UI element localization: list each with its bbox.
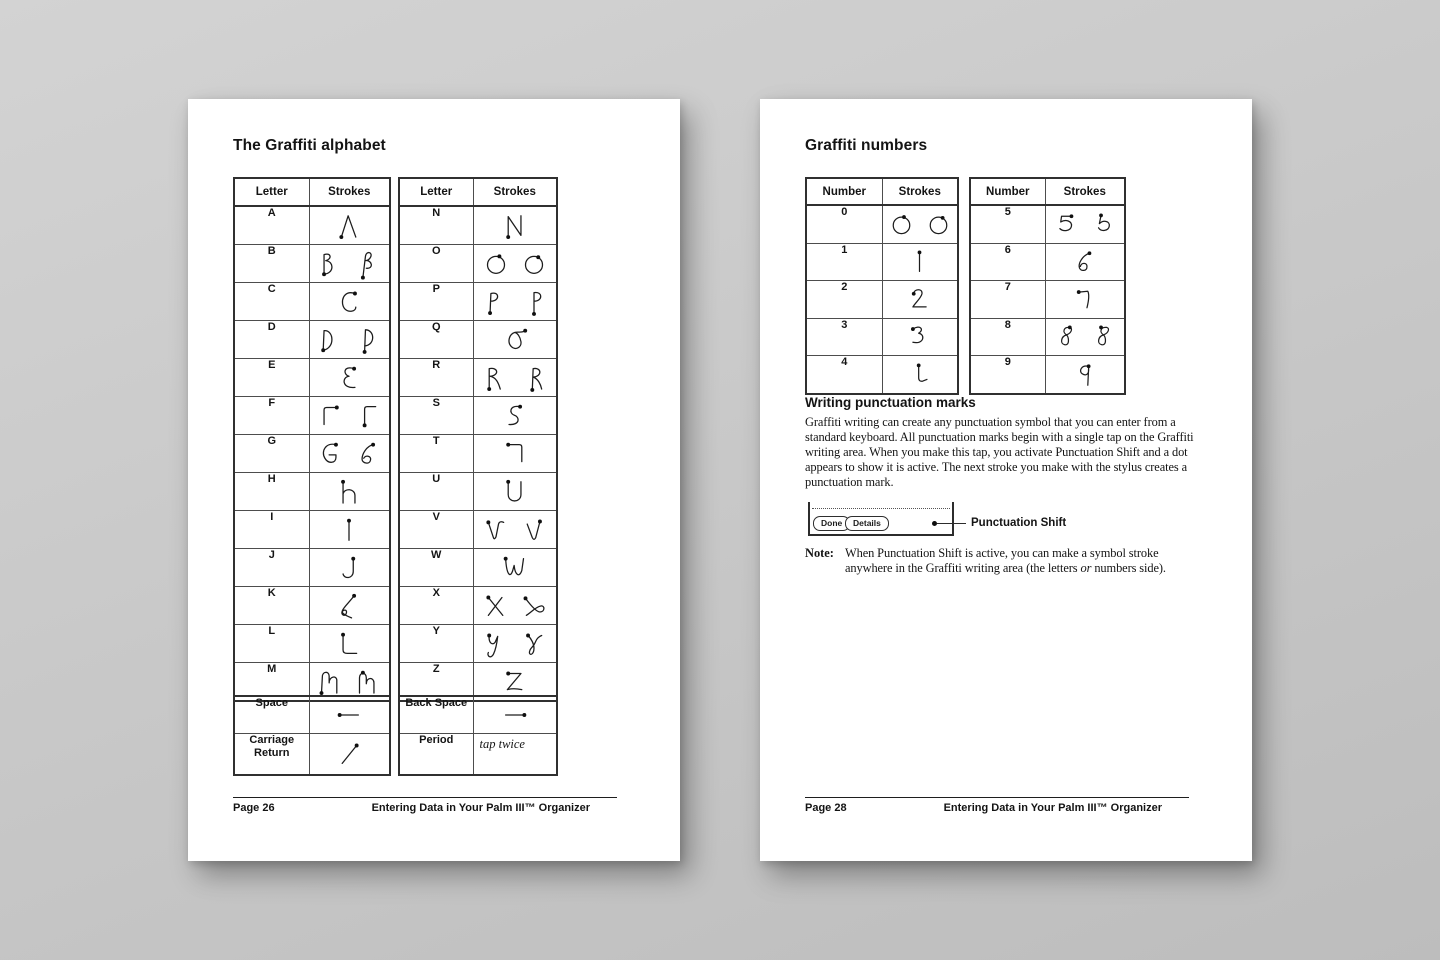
stroke-cell [473, 245, 557, 283]
stroke-glyph-D2-icon [351, 323, 385, 357]
table-row-k [234, 587, 390, 625]
label-cell: H [234, 473, 309, 511]
stroke-glyph-n5b-icon [1087, 208, 1120, 241]
numbers-table-0-4 [805, 177, 959, 395]
label-cell: Q [399, 321, 473, 359]
stroke-glyph-W-icon [498, 551, 532, 585]
label-cell: Back Space [399, 696, 473, 734]
stroke-glyph-R1-icon [479, 361, 513, 395]
table-row-5 [970, 205, 1125, 243]
stroke-cell [1045, 318, 1125, 356]
table-row-u [399, 473, 557, 511]
stroke-glyph-P2-icon [517, 285, 551, 319]
table-row-w [399, 549, 557, 587]
stroke-glyph-V1-icon [479, 513, 513, 547]
stroke-cell [882, 205, 958, 243]
stroke-glyph-M1-icon [313, 665, 347, 699]
stroke-cell [309, 734, 390, 776]
table-row-y [399, 625, 557, 663]
stroke-glyph-space-icon [332, 698, 366, 732]
stroke-glyph-Y2-icon [517, 627, 551, 661]
stroke-cell [309, 283, 390, 321]
stroke-glyph-Y1-icon [479, 627, 513, 661]
stroke-glyph-I-icon [332, 513, 366, 547]
column-header: Strokes [309, 178, 390, 206]
label-cell: X [399, 587, 473, 625]
stroke-cell [1045, 205, 1125, 243]
stroke-cell [309, 397, 390, 435]
stroke-cell [882, 356, 958, 394]
stroke-cell [473, 549, 557, 587]
label-cell: A [234, 206, 309, 245]
stroke-glyph-n4-icon [903, 358, 936, 391]
label-cell: O [399, 245, 473, 283]
stroke-cell [473, 473, 557, 511]
label-cell: S [399, 397, 473, 435]
section-body: Graffiti writing can create any punctuation symbol that you can enter from a standard keyboard. All punctuation marks begin with a single tap on the Graffiti writing area. When you make this tap, you activate Punctuation Shift and a dot appears to show it is active. The next stroke you make with the stylus creates a punctuation mark. [805, 415, 1194, 489]
table-row-x [399, 587, 557, 625]
table-row-a [234, 206, 390, 245]
table-row-t [399, 435, 557, 473]
table-row-c [234, 283, 390, 321]
column-header: Strokes [1045, 178, 1125, 205]
stroke-cell [309, 511, 390, 549]
table-row-h [234, 473, 390, 511]
table-row-d [234, 321, 390, 359]
table-row-2 [806, 281, 958, 319]
stroke-glyph-S-icon [498, 399, 532, 433]
done-button: Done [813, 516, 850, 531]
stroke-cell [473, 397, 557, 435]
stroke-glyph-M2-icon [351, 665, 385, 699]
stroke-glyph-n6-icon [1068, 245, 1101, 278]
label-cell: C [234, 283, 309, 321]
label-cell: 6 [970, 243, 1045, 281]
stroke-cell [1045, 356, 1125, 394]
stroke-glyph-n8b-icon [1087, 320, 1120, 353]
stroke-glyph-B2-icon [351, 247, 385, 281]
alphabet-table-a-m [233, 177, 391, 702]
stroke-cell [309, 473, 390, 511]
note-text [845, 546, 1175, 576]
space-return-table [233, 695, 391, 776]
label-cell: F [234, 397, 309, 435]
palm-dialog-snippet [808, 502, 954, 536]
table-row-space [234, 696, 390, 734]
stroke-glyph-X1-icon [479, 589, 513, 623]
stroke-glyph-n2-icon [903, 283, 936, 316]
punctuation-shift-diagram [808, 502, 1168, 538]
column-header: Strokes [882, 178, 958, 205]
footer-book-title: Entering Data in Your Palm III™ Organizer [371, 802, 590, 814]
stroke-cell [473, 511, 557, 549]
stroke-glyph-n5a-icon [1050, 208, 1083, 241]
stroke-glyph-P1-icon [479, 285, 513, 319]
stroke-glyph-G2-icon [351, 437, 385, 471]
stroke-glyph-Z-icon [498, 665, 532, 699]
stroke-glyph-J-icon [332, 551, 366, 585]
backspace-period-table [398, 695, 558, 776]
label-cell: Y [399, 625, 473, 663]
footer-book-title: Entering Data in Your Palm III™ Organizer [943, 802, 1162, 814]
table-row-p [399, 283, 557, 321]
table-row-1 [806, 243, 958, 281]
label-cell: 5 [970, 205, 1045, 243]
stroke-glyph-U-icon [498, 475, 532, 509]
stroke-glyph-E-icon [332, 361, 366, 395]
label-cell: 7 [970, 281, 1045, 319]
stroke-cell [473, 625, 557, 663]
stroke-glyph-n1-icon [903, 245, 936, 278]
stroke-glyph-G1-icon [313, 437, 347, 471]
label-cell: P [399, 283, 473, 321]
stroke-glyph-n7-icon [1068, 283, 1101, 316]
label-cell: E [234, 359, 309, 397]
stroke-glyph-T-icon [498, 437, 532, 471]
details-button: Details [845, 516, 889, 531]
stroke-cell [1045, 243, 1125, 281]
stroke-cell [309, 359, 390, 397]
footer-page-number: Page 26 [233, 802, 275, 814]
stroke-cell [882, 281, 958, 319]
label-cell: 0 [806, 205, 882, 243]
callout-label: Punctuation Shift [971, 517, 1067, 529]
stroke-glyph-n9-icon [1068, 358, 1101, 391]
table-row-carriage-return [234, 734, 390, 776]
note-label: Note: [805, 546, 834, 560]
column-header: Number [806, 178, 882, 205]
stroke-cell [473, 587, 557, 625]
stroke-glyph-D1-icon [313, 323, 347, 357]
label-cell: M [234, 663, 309, 702]
stroke-cell [309, 587, 390, 625]
page-title: The Graffiti alphabet [233, 137, 386, 154]
table-row-n [399, 206, 557, 245]
table-row-7 [970, 281, 1125, 319]
stroke-cell [309, 206, 390, 245]
stroke-glyph-return-icon [332, 737, 366, 771]
label-cell: 4 [806, 356, 882, 394]
note-text-part1: When Punctuation Shift is active, you can make a symbol stroke anywhere in the Graffiti writing area (the letters [845, 546, 1159, 575]
table-row-0 [806, 205, 958, 243]
label-cell: U [399, 473, 473, 511]
table-row-9 [970, 356, 1125, 394]
stroke-cell [473, 359, 557, 397]
stroke-cell [309, 696, 390, 734]
manual-page-28 [760, 99, 1252, 861]
label-cell: G [234, 435, 309, 473]
callout-line [937, 523, 966, 524]
stroke-cell [882, 318, 958, 356]
label-cell: D [234, 321, 309, 359]
label-cell: 3 [806, 318, 882, 356]
label-cell: 2 [806, 281, 882, 319]
column-header: Strokes [473, 178, 557, 206]
table-row-v [399, 511, 557, 549]
label-cell: T [399, 435, 473, 473]
table-row-j [234, 549, 390, 587]
stroke-cell [473, 283, 557, 321]
table-row-e [234, 359, 390, 397]
footer-rule [233, 797, 617, 798]
label-cell: L [234, 625, 309, 663]
stroke-glyph-n0b-icon [922, 208, 955, 241]
label-cell: Space [234, 696, 309, 734]
stroke-glyph-L-icon [332, 627, 366, 661]
label-cell: I [234, 511, 309, 549]
note-block [805, 546, 1185, 576]
table-row-b [234, 245, 390, 283]
section-heading: Writing punctuation marks [805, 395, 976, 410]
label-cell: J [234, 549, 309, 587]
label-cell: W [399, 549, 473, 587]
table-row-r [399, 359, 557, 397]
stroke-glyph-X2-icon [517, 589, 551, 623]
label-cell: Period [399, 734, 473, 776]
stroke-glyph-V2-icon [517, 513, 551, 547]
label-cell: Z [399, 663, 473, 702]
label-cell: Carriage Return [234, 734, 309, 776]
table-row-g [234, 435, 390, 473]
tap-twice-note: tap twice [479, 737, 525, 751]
table-row-f [234, 397, 390, 435]
table-row-6 [970, 243, 1125, 281]
table-row-s [399, 397, 557, 435]
page-title: Graffiti numbers [805, 137, 928, 154]
manual-page-26 [188, 99, 680, 861]
dialog-divider-line [812, 508, 950, 509]
stroke-cell [473, 321, 557, 359]
stroke-cell [309, 321, 390, 359]
table-row-4 [806, 356, 958, 394]
stroke-glyph-n8a-icon [1050, 320, 1083, 353]
stroke-glyph-H-icon [332, 475, 366, 509]
table-row-i [234, 511, 390, 549]
stroke-glyph-Q-icon [498, 323, 532, 357]
stroke-cell [473, 435, 557, 473]
label-cell: R [399, 359, 473, 397]
table-row-3 [806, 318, 958, 356]
label-cell: B [234, 245, 309, 283]
stroke-cell [309, 549, 390, 587]
stroke-glyph-n0a-icon [885, 208, 918, 241]
stroke-glyph-O1-icon [479, 247, 513, 281]
table-row-8 [970, 318, 1125, 356]
table-row-period [399, 734, 557, 776]
stroke-cell [473, 206, 557, 245]
label-cell: 8 [970, 318, 1045, 356]
footer-rule [805, 797, 1189, 798]
stroke-cell [473, 696, 557, 734]
stroke-cell [309, 245, 390, 283]
column-header: Number [970, 178, 1045, 205]
label-cell: 9 [970, 356, 1045, 394]
table-row-o [399, 245, 557, 283]
stroke-glyph-K-icon [332, 589, 366, 623]
stroke-cell [1045, 281, 1125, 319]
stroke-cell [882, 243, 958, 281]
label-cell: N [399, 206, 473, 245]
stroke-glyph-backspace-icon [498, 698, 532, 732]
table-row-back-space [399, 696, 557, 734]
label-cell: V [399, 511, 473, 549]
table-row-q [399, 321, 557, 359]
stroke-glyph-F1-icon [313, 399, 347, 433]
label-cell: 1 [806, 243, 882, 281]
stroke-cell [309, 625, 390, 663]
column-header: Letter [399, 178, 473, 206]
alphabet-table-n-z [398, 177, 558, 702]
stroke-glyph-C-icon [332, 285, 366, 319]
stroke-glyph-A-icon [332, 209, 366, 243]
column-header: Letter [234, 178, 309, 206]
table-row-l [234, 625, 390, 663]
stroke-cell [473, 734, 557, 776]
footer-page-number: Page 28 [805, 802, 847, 814]
stroke-glyph-O2-icon [517, 247, 551, 281]
note-text-italic: or [1080, 561, 1092, 575]
stroke-glyph-F2-icon [351, 399, 385, 433]
stroke-glyph-n3-icon [903, 320, 936, 353]
stroke-glyph-N-icon [498, 209, 532, 243]
stroke-glyph-R2-icon [517, 361, 551, 395]
stroke-cell [309, 435, 390, 473]
note-text-part2: numbers side). [1091, 561, 1166, 575]
label-cell: K [234, 587, 309, 625]
stroke-glyph-B1-icon [313, 247, 347, 281]
numbers-table-5-9 [969, 177, 1126, 395]
